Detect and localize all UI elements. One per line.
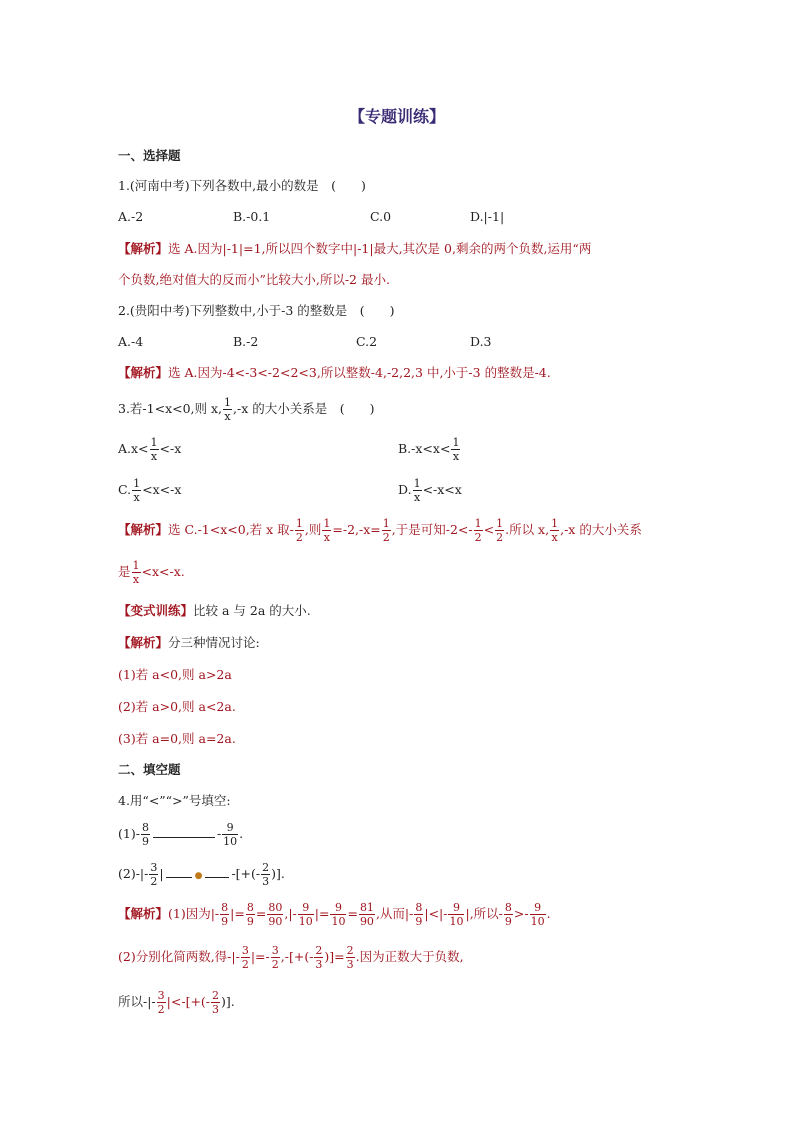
q4-explanation-3: 所以-|- $\frac{3}{2}$ |<-[+(- $\frac{2}{3}$ )]. xyxy=(118,989,235,1016)
question-4-stem: 4.用“<”“>”号填空: xyxy=(118,793,231,808)
q2-option-c: C.2 xyxy=(356,334,378,349)
question-3-stem: 3.若-1<x<0,则 x, $\frac{1}{x}$ ,-x 的大小关系是 ( ) xyxy=(118,396,375,423)
q1-option-d: D.|-1| xyxy=(470,209,505,224)
q2-option-b: B.-2 xyxy=(233,334,259,349)
q4-explanation-2: (2)分别化简两数,得-|- $\frac{3}{2}$ |=- $\frac{3}{2}$ ,-[+(- $\frac{2}{3}$ )]= $\frac{2}{3}$ .因为正数大于负数, xyxy=(118,944,464,971)
q3-option-b: B.-x<x< $\frac{1}{x}$ xyxy=(398,436,460,463)
variant-explanation: 【解析】分三种情况讨论: xyxy=(118,635,260,650)
q1-option-a: A.-2 xyxy=(118,209,144,224)
q4-part-1: (1)- $\frac{8}{9}$ - $\frac{9}{10}$ . xyxy=(118,821,244,848)
variant-case-1: (1)若 a<0,则 a>2a xyxy=(118,667,232,682)
section-heading-choice: 一、选择题 xyxy=(118,148,181,163)
page-title: 【专题训练】 xyxy=(348,107,445,126)
variant-label: 【变式训练】 xyxy=(118,603,194,618)
section-heading-fill: 二、填空题 xyxy=(118,762,181,777)
q2-option-d: D.3 xyxy=(470,334,492,349)
answer-blank xyxy=(166,876,192,878)
q2-explanation: 【解析】选 A.因为-4<-3<-2<2<3,所以整数-4,-2,2,3 中,小于-3 的整数是-4. xyxy=(118,365,551,380)
q3-option-d: D. $\frac{1}{x}$ <-x<x xyxy=(398,477,462,504)
explanation-label: 【解析】 xyxy=(118,241,169,256)
answer-blank xyxy=(153,836,215,838)
variant-question: 【变式训练】比较 a 与 2a 的大小. xyxy=(118,603,311,618)
variant-case-2: (2)若 a>0,则 a<2a. xyxy=(118,699,236,714)
q4-part-2: (2)-|- $\frac{3}{2}$ | ● -[+(- $\frac{2}{3}$ )]. xyxy=(118,861,285,888)
q3-explanation-cont: 是 $\frac{1}{x}$ <x<-x. xyxy=(118,559,185,586)
q4-explanation-1: 【解析】(1)因为|- $\frac{8}{9}$ |= $\frac{8}{9}$ = $\frac{80}{90}$ ,|- $\frac{9}{10}$ |= $\frac{9}{10}$ = $\frac{81}{90}$ ,从而|- $\frac{8}{9}$ |<|- $\frac{9}{10}$ |,所以- $\frac{8}{9}$ >- $\frac{9}{10}$ . xyxy=(118,901,551,928)
q3-option-a: A.x< $\frac{1}{x}$ <-x xyxy=(118,436,182,463)
question-1-stem: 1.(河南中考)下列各数中,最小的数是 ( ) xyxy=(118,178,366,193)
q3-explanation: 【解析】选 C.-1<x<0,若 x 取- $\frac{1}{2}$ ,则 $\frac{1}{x}$ =-2,-x= $\frac{1}{2}$ ,于是可知-2<- $\frac{1}{2}$ < $\frac{1}{2}$ .所以 x, $\frac{1}{x}$ ,-x 的大小关系 xyxy=(118,517,642,544)
fraction: $\frac{1}{x}$ xyxy=(224,396,232,423)
q1-explanation: 【解析】选 A.因为|-1|=1,所以四个数字中|-1|最大,其次是 0,剩余的两个负数,运用“两 xyxy=(118,241,592,256)
q1-option-c: C.0 xyxy=(370,209,392,224)
q2-option-a: A.-4 xyxy=(118,334,144,349)
q3-option-c: C. $\frac{1}{x}$ <x<-x xyxy=(118,477,182,504)
q1-option-b: B.-0.1 xyxy=(233,209,271,224)
question-2-stem: 2.(贵阳中考)下列整数中,小于-3 的整数是 ( ) xyxy=(118,303,395,318)
q1-explanation-cont: 个负数,绝对值大的反而小”比较大小,所以-2 最小. xyxy=(118,272,390,287)
variant-case-3: (3)若 a=0,则 a=2a. xyxy=(118,731,236,746)
